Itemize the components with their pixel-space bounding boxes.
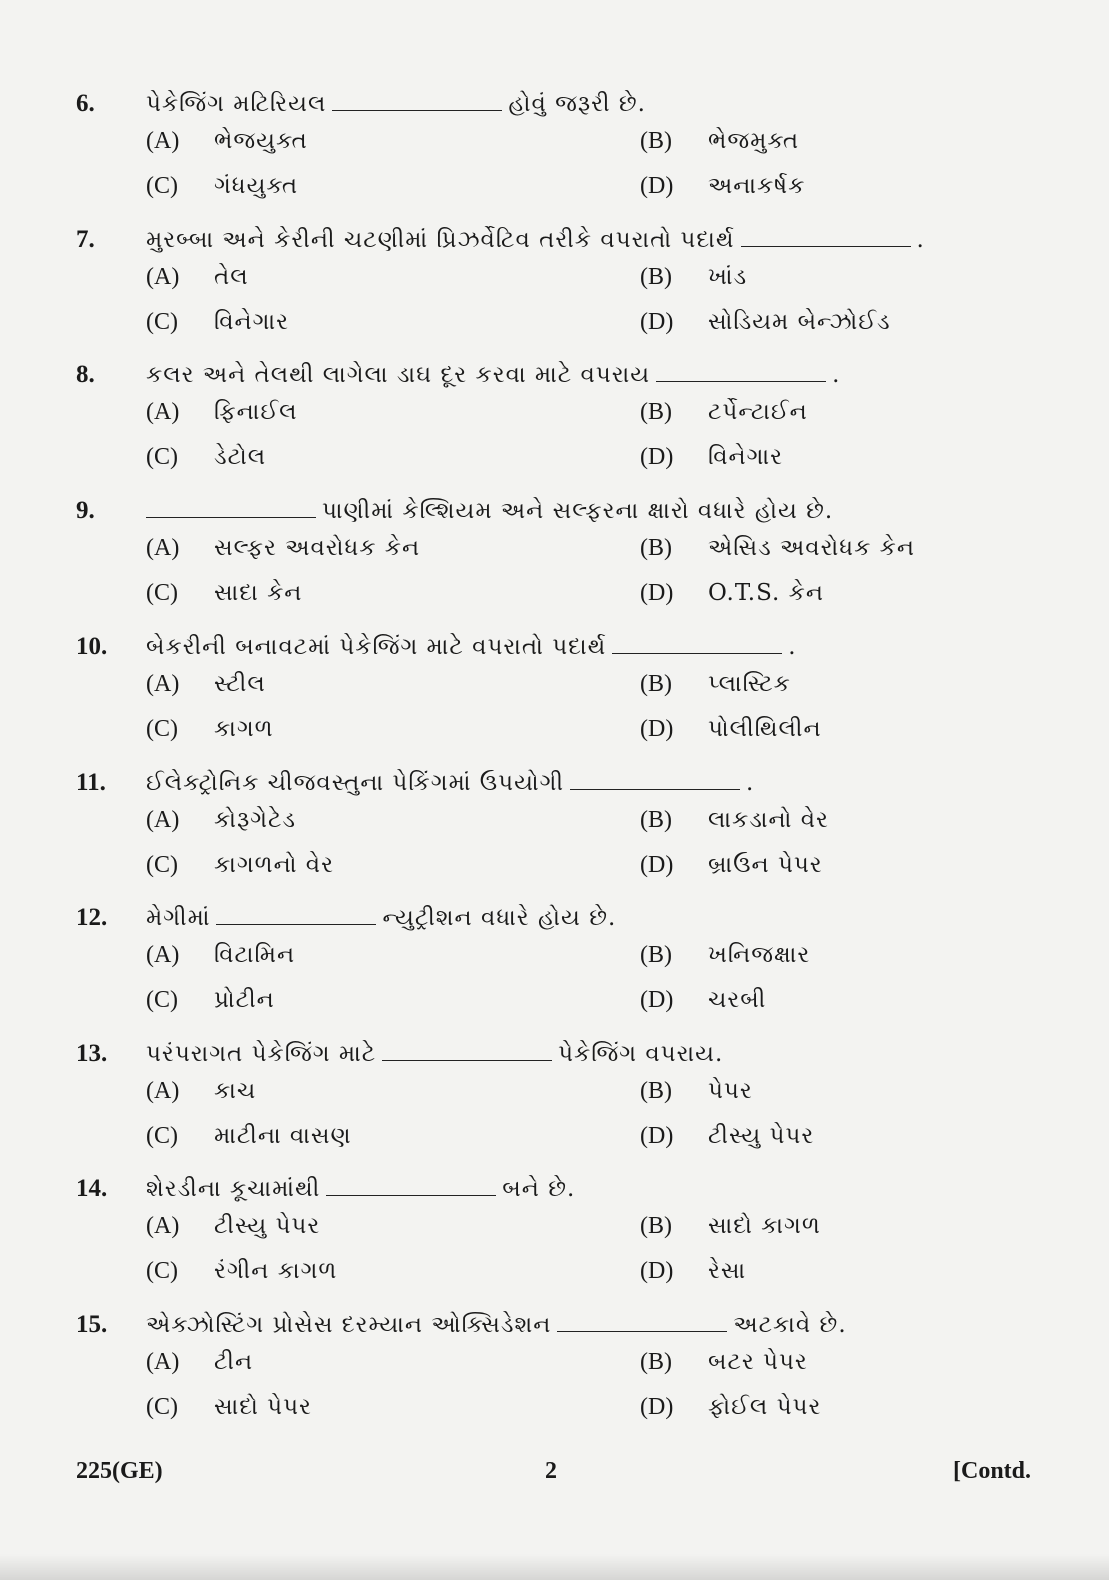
option-letter: (B)	[640, 1213, 672, 1239]
answer-blank	[146, 495, 316, 518]
option-text: ગંધયુક્ત	[214, 173, 299, 199]
option-text: ટીસ્યુ પેપર	[214, 1213, 321, 1239]
option-letter: (B)	[640, 1078, 672, 1104]
option-text: ટર્પેન્ટાઈન	[708, 399, 808, 425]
option-letter: (B)	[640, 535, 672, 561]
question-text-post: .	[916, 227, 925, 253]
question-line	[0, 491, 1109, 531]
option-text: O.T.S. કેન	[708, 580, 825, 606]
continued-label: [Contd.	[953, 1458, 1032, 1484]
option-a	[146, 1213, 320, 1251]
option-b	[640, 1349, 808, 1387]
answer-blank	[612, 631, 782, 654]
question-number: 12.	[76, 904, 108, 931]
option-b	[640, 942, 810, 980]
option-letter: (D)	[640, 173, 674, 199]
question-line	[0, 1034, 1109, 1074]
option-text: બટર પેપર	[708, 1349, 808, 1375]
option-letter: (C)	[146, 444, 178, 470]
option-a	[146, 535, 420, 573]
answer-blank	[570, 767, 740, 790]
option-letter: (C)	[146, 1258, 178, 1284]
option-text: ફિનાઈલ	[214, 399, 298, 425]
option-letter: (A)	[146, 1078, 180, 1104]
option-c	[146, 1394, 312, 1432]
option-letter: (D)	[640, 1394, 674, 1420]
question-text-pre: બેકરીની બનાવટમાં પેકેજિંગ માટે વપરાતો પદાર્થ	[146, 634, 607, 660]
option-d	[640, 444, 783, 482]
option-letter: (D)	[640, 309, 674, 335]
question-text	[146, 495, 833, 524]
option-letter: (A)	[146, 128, 180, 154]
option-d	[640, 1394, 821, 1432]
option-c	[146, 852, 334, 890]
option-letter: (C)	[146, 309, 178, 335]
question-line	[0, 355, 1109, 395]
option-letter: (C)	[146, 716, 178, 742]
option-a	[146, 264, 249, 302]
question-text-post: .	[788, 634, 797, 660]
question-text-pre: શેરડીના કૂચામાંથી	[146, 1176, 321, 1202]
option-letter: (D)	[640, 1123, 674, 1149]
option-letter: (C)	[146, 852, 178, 878]
option-letter: (A)	[146, 1213, 180, 1239]
question-line	[0, 1305, 1109, 1345]
question-text	[146, 902, 616, 931]
question-text-post: પેકેજિંગ વપરાય.	[558, 1041, 724, 1067]
option-text: સલ્ફર અવરોધક કેન	[214, 535, 421, 561]
option-letter: (A)	[146, 399, 180, 425]
option-a	[146, 1078, 256, 1116]
option-letter: (C)	[146, 1394, 178, 1420]
question-text-pre: મેગીમાં	[146, 905, 211, 931]
question-text-pre: એક્ઝોસ્ટિંગ પ્રોસેસ દરમ્યાન ઓક્સિડેશન	[146, 1312, 552, 1338]
question-number: 9.	[76, 497, 95, 524]
option-text: કાગળ	[214, 716, 274, 742]
question-number: 13.	[76, 1040, 108, 1067]
option-text: ભેજયુક્ત	[214, 128, 308, 154]
answer-blank	[382, 1038, 552, 1061]
option-letter: (C)	[146, 580, 178, 606]
question-number: 15.	[76, 1311, 108, 1338]
option-text: સ્ટીલ	[214, 671, 266, 697]
option-letter: (B)	[640, 807, 672, 833]
paper-code: 225(GE)	[76, 1458, 163, 1484]
option-d	[640, 852, 823, 890]
question-text	[146, 631, 797, 660]
option-text: ભેજમુક્ત	[708, 128, 800, 154]
option-text: ચરબી	[708, 987, 767, 1013]
option-b	[640, 399, 808, 437]
option-letter: (C)	[146, 987, 178, 1013]
option-text: ડેટોલ	[214, 444, 267, 470]
option-a	[146, 128, 308, 166]
question-text-post: .	[746, 770, 755, 796]
option-letter: (C)	[146, 1123, 178, 1149]
option-a	[146, 671, 266, 709]
option-letter: (D)	[640, 987, 674, 1013]
question-text-post: .	[832, 362, 841, 388]
question-line	[0, 627, 1109, 667]
question-line	[0, 763, 1109, 803]
option-b	[640, 671, 791, 709]
option-text: અનાકર્ષક	[708, 173, 806, 199]
option-text: વિનેગાર	[214, 309, 289, 335]
option-text: વિનેગાર	[708, 444, 783, 470]
option-text: ટીસ્યુ પેપર	[708, 1123, 815, 1149]
option-c	[146, 716, 274, 754]
question-line	[0, 898, 1109, 938]
option-d	[640, 309, 891, 347]
question-text-post: અટકાવે છે.	[733, 1312, 847, 1338]
answer-blank	[332, 88, 502, 111]
option-text: માટીના વાસણ	[214, 1123, 352, 1149]
option-text: ટીન	[214, 1349, 254, 1375]
option-text: સાદા કેન	[214, 580, 303, 606]
option-text: રેસા	[708, 1258, 747, 1284]
option-text: ખનિજક્ષાર	[708, 942, 811, 968]
option-letter: (B)	[640, 1349, 672, 1375]
option-text: લાકડાનો વેર	[708, 807, 829, 833]
option-text: ફોઈલ પેપર	[708, 1394, 822, 1420]
option-d	[640, 173, 805, 211]
answer-blank	[741, 224, 911, 247]
question-text-pre: મુરબ્બા અને કેરીની ચટણીમાં પ્રિઝર્વેટિવ તરીકે વપરાતો પદાર્થ	[146, 227, 735, 253]
question-text	[146, 1309, 847, 1338]
option-c	[146, 580, 302, 618]
option-text: પ્લાસ્ટિક	[708, 671, 791, 697]
option-text: કોરૂગેટેડ	[214, 807, 297, 833]
option-letter: (B)	[640, 264, 672, 290]
option-text: કાચ	[214, 1078, 257, 1104]
question-text-post: હોવું જરૂરી છે.	[508, 91, 646, 117]
option-d	[640, 1258, 746, 1296]
option-b	[640, 535, 915, 573]
question-text-pre: ઈલેક્ટ્રોનિક ચીજવસ્તુના પેકિંગમાં ઉપયોગી	[146, 770, 565, 796]
question-line	[0, 220, 1109, 260]
question-text	[146, 224, 925, 253]
option-d	[640, 1123, 814, 1161]
option-letter: (A)	[146, 535, 180, 561]
option-b	[640, 1213, 821, 1251]
option-letter: (D)	[640, 716, 674, 742]
scan-edge-shadow	[0, 1554, 1109, 1580]
question-text-post: બને છે.	[502, 1176, 576, 1202]
question-text-post: ન્યુટ્રીશન વધારે હોય છે.	[382, 905, 617, 931]
option-c	[146, 1123, 352, 1161]
option-text: વિટામિન	[214, 942, 296, 968]
option-c	[146, 1258, 337, 1296]
option-letter: (B)	[640, 671, 672, 697]
option-a	[146, 1349, 253, 1387]
question-text	[146, 88, 646, 117]
question-number: 6.	[76, 90, 95, 117]
option-d	[640, 580, 824, 618]
question-number: 14.	[76, 1175, 108, 1202]
option-letter: (D)	[640, 444, 674, 470]
option-b	[640, 807, 829, 845]
question-text-post: પાણીમાં કેલ્શિયમ અને સલ્ફરના ક્ષારો વધારે હોય છે.	[322, 498, 834, 524]
option-letter: (A)	[146, 671, 180, 697]
option-letter: (B)	[640, 399, 672, 425]
option-a	[146, 399, 298, 437]
option-a	[146, 942, 295, 980]
option-text: સોડિયમ બેન્ઝોઈડ	[708, 309, 891, 335]
option-text: એસિડ અવરોધક કેન	[708, 535, 915, 561]
option-text: સાદો કાગળ	[708, 1213, 821, 1239]
option-text: રંગીન કાગળ	[214, 1258, 338, 1284]
question-text	[146, 359, 840, 388]
answer-blank	[557, 1309, 727, 1332]
option-letter: (A)	[146, 807, 180, 833]
answer-blank	[326, 1173, 496, 1196]
option-letter: (D)	[640, 580, 674, 606]
option-a	[146, 807, 296, 845]
option-text: ખાંડ	[708, 264, 748, 290]
option-c	[146, 173, 298, 211]
option-b	[640, 128, 799, 166]
question-text-pre: કલર અને તેલથી લાગેલા ડાઘ દૂર કરવા માટે વપરાય	[146, 362, 651, 388]
option-c	[146, 444, 266, 482]
question-text	[146, 1038, 723, 1067]
option-letter: (B)	[640, 128, 672, 154]
option-text: તેલ	[214, 264, 249, 290]
option-text: સાદો પેપર	[214, 1394, 312, 1420]
question-number: 10.	[76, 633, 108, 660]
question-text-pre: પેકેજિંગ મટિરિયલ	[146, 91, 327, 117]
question-number: 8.	[76, 361, 95, 388]
question-line	[0, 1169, 1109, 1209]
question-text	[146, 767, 754, 796]
option-letter: (A)	[146, 264, 180, 290]
question-line	[0, 84, 1109, 124]
page-number: 2	[545, 1458, 557, 1484]
question-text	[146, 1173, 575, 1202]
option-letter: (C)	[146, 173, 178, 199]
option-d	[640, 987, 766, 1025]
option-d	[640, 716, 822, 754]
option-letter: (A)	[146, 1349, 180, 1375]
option-b	[640, 264, 747, 302]
answer-blank	[656, 359, 826, 382]
option-letter: (D)	[640, 852, 674, 878]
option-c	[146, 987, 275, 1025]
option-text: કાગળનો વેર	[214, 852, 335, 878]
option-letter: (B)	[640, 942, 672, 968]
option-letter: (A)	[146, 942, 180, 968]
question-text-pre: પરંપરાગત પેકેજિંગ માટે	[146, 1041, 377, 1067]
option-text: પ્રોટીન	[214, 987, 275, 1013]
option-c	[146, 309, 289, 347]
option-letter: (D)	[640, 1258, 674, 1284]
option-text: પોલીથિલીન	[708, 716, 822, 742]
question-number: 7.	[76, 226, 95, 253]
option-text: બ્રાઉન પેપર	[708, 852, 823, 878]
answer-blank	[216, 902, 376, 925]
option-b	[640, 1078, 753, 1116]
option-text: પેપર	[708, 1078, 753, 1104]
question-number: 11.	[76, 769, 106, 796]
